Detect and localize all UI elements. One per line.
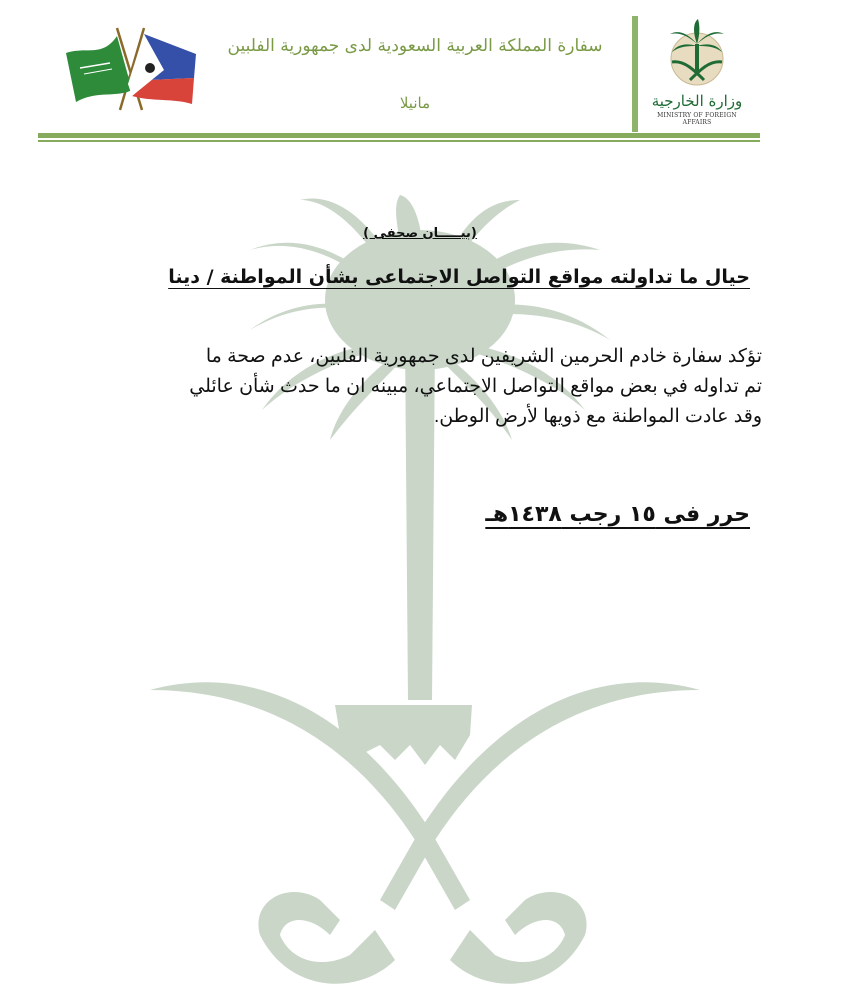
body-line: تؤكد سفارة خادم الحرمين الشريفين لدى جمهورية الفلبين، عدم صحة ما [205, 346, 762, 367]
press-label-text: (بيـــــان صحفى ) [363, 226, 477, 241]
subject-heading [160, 266, 750, 288]
embassy-city: مانيلا [399, 94, 431, 112]
body-paragraph [76, 342, 762, 432]
embassy-title: سفارة المملكة العربية السعودية لدى جمهورية الفلبين [227, 36, 603, 56]
subject-text: حيال ما تداولته مواقع التواصل الاجتماعى بشأن المواطنة / دينا [168, 266, 750, 288]
date-text: حرر فى ١٥ رجب ١٤٣٨هـ [485, 502, 750, 527]
date-line [420, 502, 750, 527]
ministry-caption: MINISTRY OF FOREIGN AFFAIRS [657, 112, 737, 126]
ministry-arabic-name: وزارة الخارجية [651, 92, 743, 110]
press-release-label [300, 226, 540, 241]
body-line: وقد عادت المواطنة مع ذويها لأرض الوطن. [433, 406, 762, 427]
body-line: تم تداوله في بعض مواقع التواصل الاجتماعي، مبينه ان ما حدث شأن عائلي [189, 376, 762, 397]
